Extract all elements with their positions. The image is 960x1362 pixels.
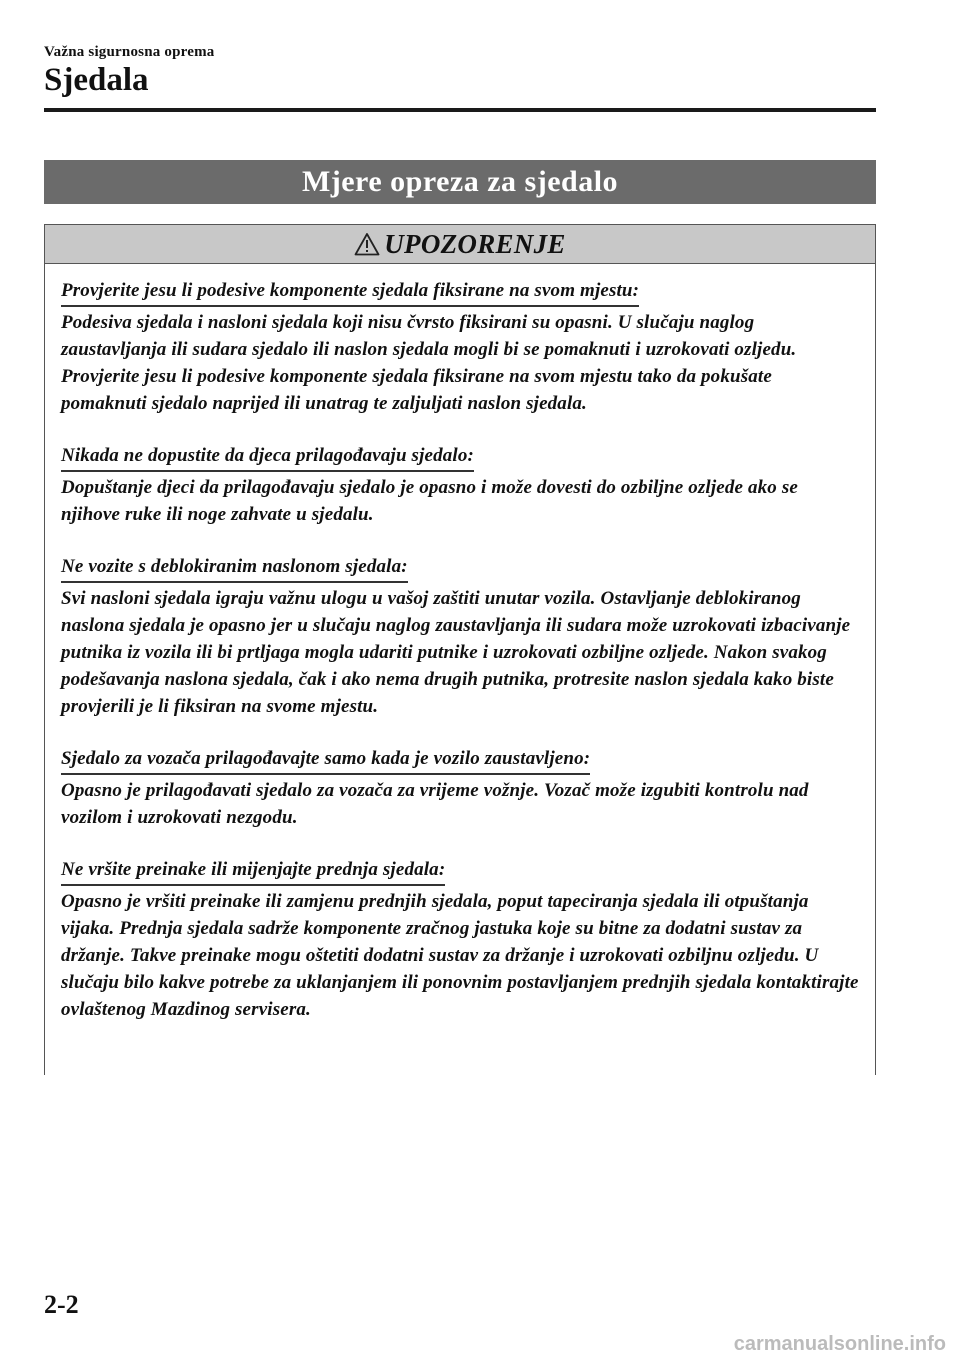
- warning-box: [44, 224, 876, 1075]
- page-number: 2-2: [44, 1290, 79, 1319]
- paragraph-heading: Nikada ne dopustite da djeca prilagođavaju sjedalo:: [61, 443, 474, 472]
- watermark: carmanualsonline.info: [733, 1333, 946, 1355]
- warning-triangle-icon: [354, 232, 380, 256]
- warning-paragraph: [61, 278, 861, 417]
- warning-paragraph: [61, 554, 861, 720]
- breadcrumb: Važna sigurnosna oprema: [44, 44, 215, 60]
- paragraph-body: Svi nasloni sjedala igraju važnu ulogu u vašoj zaštiti unutar vozila. Ostavljanje deblokiranog naslona sjedala je opasno jer u slučaju naglog zaustavljanja ili sudara može uzrokovati izbacivanje putnika iz vozila ili bi prtljaga mogla udariti putnike i uzrokovati ozbiljne ozljede. Nakon svakog podešavanja naslona sjedala, čak i ako nema drugih putnika, protresite naslon sjedala kako biste provjerili je li fiksiran na svome mjestu.: [61, 588, 851, 717]
- header-rule: [44, 108, 876, 112]
- warning-paragraph: [61, 746, 861, 831]
- warning-paragraph: [61, 857, 861, 1023]
- warning-paragraph: [61, 443, 861, 528]
- paragraph-body: Dopuštanje djeci da prilagođavaju sjedalo je opasno i može dovesti do ozbiljne ozljede ako se njihove ruke ili noge zahvate u sjedalu.: [61, 477, 798, 525]
- warning-header: [45, 225, 875, 264]
- paragraph-heading: Sjedalo za vozača prilagođavajte samo kada je vozilo zaustavljeno:: [61, 746, 590, 775]
- paragraph-heading: Ne vršite preinake ili mijenjajte prednja sjedala:: [61, 857, 445, 886]
- page-title: Sjedala: [44, 62, 149, 98]
- warning-title: UPOZORENJE: [384, 228, 566, 259]
- paragraph-body: Podesiva sjedala i nasloni sjedala koji nisu čvrsto fiksirani su opasni. U slučaju naglog zaustavljanja ili sudara sjedalo ili naslon sjedala mogli bi se pomaknuti i uzrokovati ozljedu. Provjerite jesu li podesive komponente sjedala fiksirane na svom mjestu tako da pokušate pomaknuti sjedalo naprijed ili unatrag te zaljuljati naslon sjedala.: [61, 312, 797, 414]
- paragraph-body: Opasno je prilagođavati sjedalo za vozača za vrijeme vožnje. Vozač može izgubiti kontrolu nad vozilom i uzrokovati nezgodu.: [61, 780, 809, 828]
- paragraph-heading: Provjerite jesu li podesive komponente sjedala fiksirane na svom mjestu:: [61, 278, 639, 307]
- warning-content: [45, 264, 875, 1023]
- paragraph-heading: Ne vozite s deblokiranim naslonom sjedala:: [61, 554, 408, 583]
- section-title: Mjere opreza za sjedalo: [44, 160, 876, 204]
- paragraph-body: Opasno je vršiti preinake ili zamjenu prednjih sjedala, poput tapeciranja sjedala ili otpuštanja vijaka. Prednja sjedala sadrže komponente zračnog jastuka koje su bitne za dodatni sustav za držanje. Takve preinake mogu oštetiti dodatni sustav za držanje i uzrokovati ozbiljnu ozljedu. U slučaju bilo kakve potrebe za uklanjanjem ili ponovnim postavljanjem prednjih sjedala kontaktirajte ovlaštenog Mazdinog servisera.: [61, 891, 859, 1020]
